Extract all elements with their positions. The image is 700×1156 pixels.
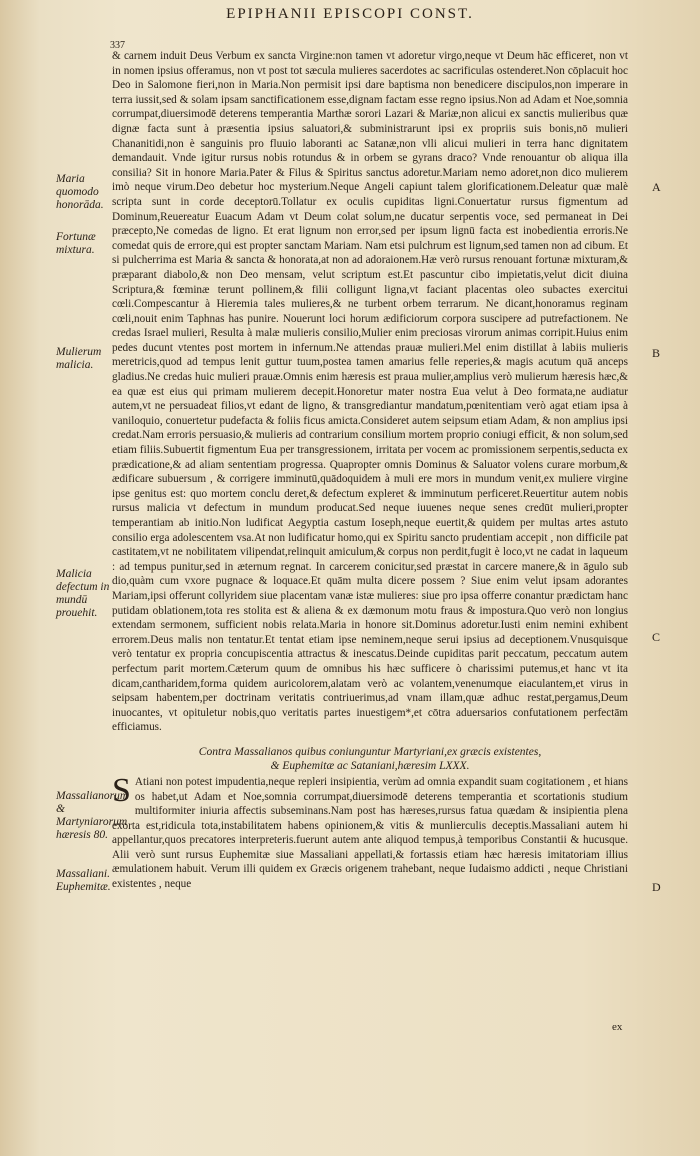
body-paragraph: & carnem induit Deus Verbum ex sancta Virgine:non tamen vt adoretur virgo,neque vt Deum hāc efficeret, non vt in nomen ipsius offeramus, non vt post tot sæcula mulieres sacerdotes ac sacrificulas ostenderet.Non cōplacuit hoc Deo in Salomone fieri,non in Maria.Non permisit ipsi dare baptisma non benedicere discipulos,non imperare in terra iussit,sed & solam ipsam sanctificationem esse,dignam factam esse regno ipsius.Non ad Adam et Noe,somnia corrumpat,diuersimodē deterens temperantia Marthæ sorori Lazari & Mariæ,non alicui ex sanctis mulieribus quæ dignæ facta sunt à præsentia ipsius saluatori,& subministrarunt ipsi ex propriis suis bonis,nō mulieri Chananitidi,non è sanguinis pro fluuio laboranti ac Satanæ,non vlli alicui mulieri in terra hanc dignitatem demandauit. Vnde igitur rursus nobis rotundus & in orbem se gyrans draco? Vnde renouantur ob aliqua illa consilia? Sit in honore Maria.Pater & Filus & Spiritus sanctus adoretur.Mariam nemo adoret,non dico mulierem imò neque virum.Deo debetur hoc mysterium.Neque Angeli capiunt talem glorificationem.Deleatur quæ malè scripta sunt in corde deceptorū.Tollatur ex oculis cupiditas ligni.Conuertatur rursus figmentum ad Dominum,Reuereatur Euacum Adam vt Deum colat solum,ne ducatur serpentis voce, sed permaneat in Dei præcepto,Ne comedas de ligno. Et erat lignum non error,sed per ipsum lignū facta est inobedientia erroris.Ne comedat quis de errore,qui est propter sanctam Mariam. Nam etsi pulchrum est lignum,sed tamen non ad cibum. Et si pulcherrima est Maria & sancta & honorata,at non ad adoraionem.Hæ verò rursus renouant fortunæ mixturam,& præparant diabolo,& non Deo mensam, velut scriptum est.Et pascuntur cibo impietatis,velut dicit diuina Scriptura,& fœminæ terunt pollinem,& filii colligunt ligna,vt faciant placentas oleo subactes exercitui cœli.Compescantur à Hieremia tales mulieres,& ne turbent orbem terrarum. Ne dicant,honoramus reginam cœli,nouit enim Taphnas has punire. Nouerunt loci horum ædificiorum corpora suscipere ad putrefactionem. Ne credas Israel mulieri, Resulta à malæ mulieris consilio,Mulier enim preciosas virorum animas corripit.Huius enim pedes ducunt vtentes post mortem in infernum.Ne attendas prauæ mulieri.Mel enim distillat à labiis mulieris meretricis,quod ad tempus lenit guttur tuum,postea tamen amarius felle reperies,& magis acutum quā anceps gladius.Ne credas huic mulieri prauæ.Omnis enim hæresis est praua mulier,amplius verò mulierum hæresis hæc,& ea quæ est eius qui primam mulierem decepit.Honoretur mater nostra Eua velut à Deo formata,ne audiatur autem,vt ne persuadeat filios,vt edant de ligno, & transgrediantur mandatum,pœnitentiam verò agat etiam ipsa à vaniloquio, conuertetur pudefacta & foliis ficus amicta.Consideret autem seipsum etiam Adam, & non amplius ipsi credat.Nam erroris persuasio,& mulieris ad contrarium consilium mortem proprio coniugi efficit, & non solum,sed etiam filiis.Subuertit figmentum Eua per transgressionem, irritata per vocem ac promissionem serpentis,seducta ex prædicatione,& ad aliam sententiam progressa. Quapropter omnis Dominus & Saluator volens curare morbum,& ædificare subuersum , & corrigere imminutū,quādoquidem à muli ere mors in mundum venit,ex muliere virgine ipse genitus est: quo mortem conclu deret,& defectum expleret & imminutum perficeret.Reuertitur autem nobis rursus malicia vt defectum in mundum producat.Sed neque iuuenes neque senes credūt mulieri,propter temperantiam ab initio.Non ludificat Aegyptia castum Ioseph,neque euertit,& quidem per multas artes astuto consilio erga adolescentem vsa.At non ludificatur homo,qui ex Spiritu sancto prudentiam accepit , non difficile pat castitatem,vt ne nobilitatem vilipendat,relinquit amiculum,& corpus non perdit,fugit è loco,vt ne cadat in laqueum : ad tempus punitur,sed in æternum regnat. In carcerem conicitur,sed præstat in carcere manere,& in āgulo sub dio,quàm cum vxore pugnace & loquace.Et quām multa dicere possem ? Siue enim velut ipsam adorantes Mariam,ipsi offerunt collyridem siue placentam vanæ istæ mulieres: siue pro ipsa offerre conantur prædictam hanc putidam oblationem,tota res stolita est & aliena & ex dæmonum motu fraus & impostura.Quo verò non longius extendam sermonem, sufficient nobis relata.Maria in honore sit.Dominus adoretur.Iusti enim nemini exhibent errorem.Deus malis non tentatur.Et tentat etiam ipse neminem,neque serui ipsius ad deceptionem.Vnusquisque verò tentatur ex propria concupiscentia attractus & inescatus.Deinde cupiditas parit peccatum, peccatum autem perfectum parit mortem.Cæterum quum de omnibus his hæc sufficere ò charissimi putemus,et hanc vt ita dicam,cantharidem,forma quidem auricolorem,alatam verò ac volantem,venenumque eiaculantem,et virus in seipsam habentem,per doctrinam veritatis contriuerimus,ad vnam illam,quæ adhuc restat,pergamus,Deum inuocantes, vt opituletur nobis,quo veritatis partes inuestigem*,et cōtra aduersarios confutationem perfectām efficiamus. [112, 50, 628, 734]
main-text [112, 49, 628, 892]
catchword: ex [612, 1021, 623, 1033]
margin-note-malicia: Malicia defectum in mundū prouehit. [56, 568, 110, 619]
section-heading-line-1: Contra Massalianos quibus coniunguntur Martyriani,ex græcis existentes, [198, 745, 542, 758]
section-paragraph-text: Atiani non potest impudentia,neque repleri insipientia, verùm ad omnia expandit suam cogitationem , et hians os habet,ut Adam et Noe,somnia corrumpat,diuersimodē deterens temperantia et scortationis studium multiformiter iniuria affectis subseminans.Nam post has hæreses,rursus fatua quædam & insipientia plena exorta est,ridicula tota,instabilitatem habens opinionem,& vitis & munlierculis deceptis.Massaliani autem hi appellantur,quos precatores interpreteris.fuerunt autem ante aliquod tempus,à temporibus Constantii & hucusque. Alii verò sunt rursus Euphemitæ siue Massaliani appellati,& fortassis etiam hæc hæresis imitatoriam illius æmulationem habuit. Verum illi quidem ex Græcis origenem trahebant, neque Iudaismo addicti , neque Christiani existentes , neque [112, 775, 628, 891]
margin-letter-d: D [652, 880, 661, 894]
running-head: EPIPHANII EPISCOPI CONST. [226, 6, 474, 22]
margin-letter-c: C [652, 630, 661, 644]
margin-letter-a: A [652, 180, 661, 194]
section-heading-line-2: & Euphemitæ ac Sataniani,hæresim LXXX. [270, 759, 470, 772]
page-number: 337 [110, 40, 125, 51]
margin-note-maria: Maria quomodo honorāda. [56, 173, 104, 211]
margin-note-fortunae: Fortunæ mixtura. [56, 231, 96, 256]
margin-note-mulierum: Mulierum malicia. [56, 346, 102, 371]
margin-note-massaliani: Massaliani. Euphemitæ. [56, 868, 111, 893]
margin-letter-b: B [652, 346, 661, 360]
section-paragraph [112, 771, 628, 892]
drop-cap: S [112, 771, 131, 809]
section-heading [112, 745, 628, 773]
margin-note-massalianorum: Massalianorum & Martyniarorum hæresis 80. [56, 790, 129, 841]
